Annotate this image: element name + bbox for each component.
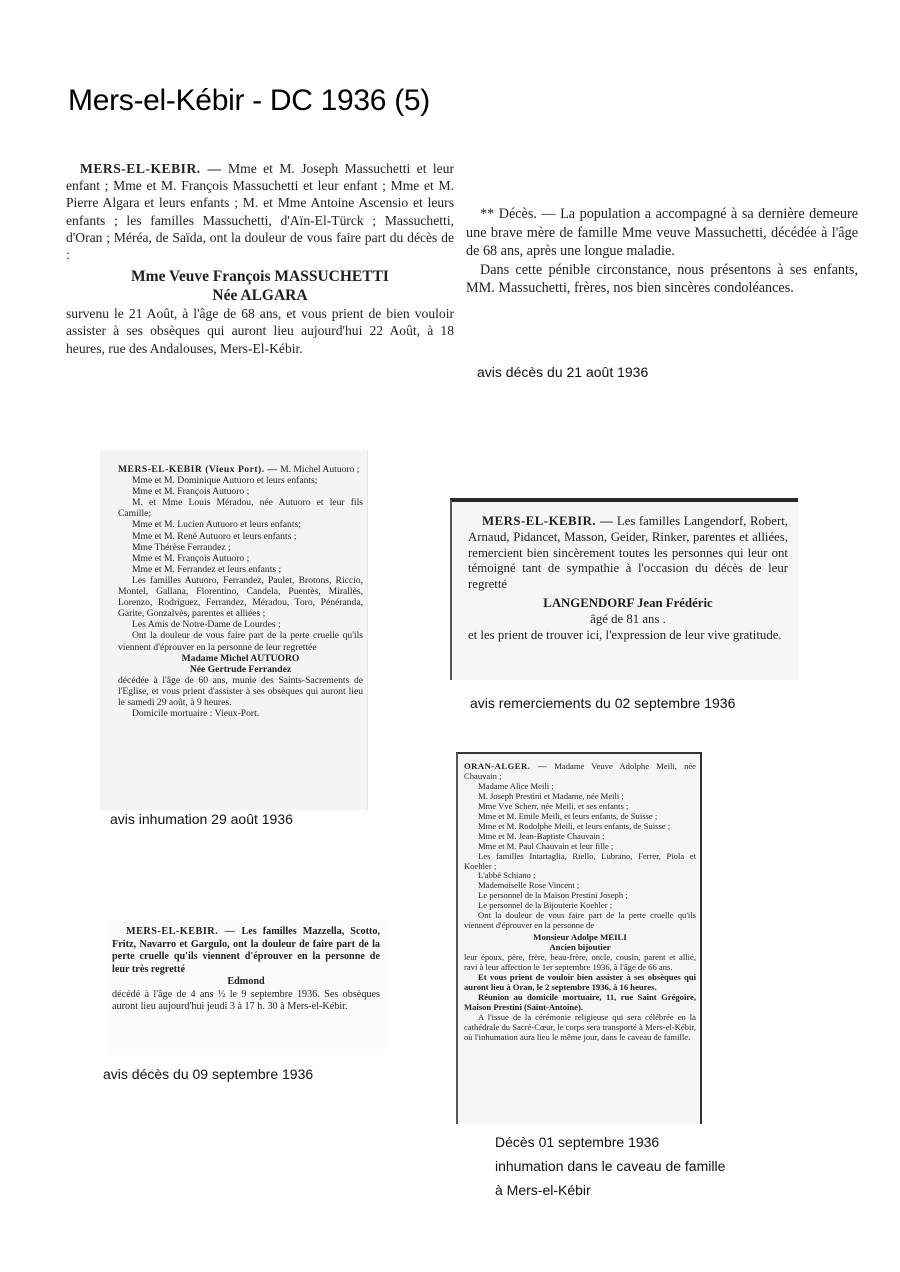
clipping-text: Et vous prient de vouloir bien assister à ses obsèques qui auront lieu à Oran, le 2 septembre 1936, à 16 heures.	[464, 972, 696, 992]
clipping-text: A l'issue de la cérémonie religieuse qui sera célébrée en la cathédrale du Sacré-Cœur, le corps sera transporté à Mers-el-Kébir, où l'inhumation aura lieu le même jour, dans le caveau de famille.	[464, 1011, 696, 1042]
clipping-line: M. et Mme Louis Méradou, née Autuoro et leur fils Camille;	[118, 497, 363, 520]
clipping-line: Le personnel de la Bijouterie Koehler ;	[478, 900, 613, 911]
deceased-name: Edmond	[227, 976, 265, 987]
clipping-massuchetti-deces	[466, 205, 858, 323]
clipping-body	[118, 464, 363, 475]
clipping-body	[468, 514, 788, 593]
clipping-text: décédé à l'âge de 4 ans ½ le 9 septembre 1936. Ses obsèques auront lieu aujourd'hui jeudi 3 à 17 h. 30 à Mers-el-Kébir.	[112, 988, 380, 1012]
clipping-line: Mme et M. Ferrandez et leurs enfants ;	[132, 563, 282, 575]
clipping-line: M. Michel Autuoro ;	[280, 464, 360, 475]
clipping-lead: ORAN-ALGER. —	[464, 761, 548, 771]
clipping-line: Madame Alice Meili ;	[478, 780, 554, 791]
deceased-title: Ancien bijoutier	[549, 942, 611, 953]
clipping-mazzella-deces	[108, 920, 386, 1050]
caption-line: à Mers-el-Kébir	[495, 1182, 591, 1198]
deceased-age: âgé de 81 ans .	[590, 611, 666, 626]
clipping-line: Mme et M. Lucien Autuoro et leurs enfants;	[132, 519, 301, 531]
clipping-line: Mme et M. René Autuoro et leurs enfants ;	[132, 530, 297, 542]
clipping-massuchetti-obituary	[66, 160, 454, 410]
clipping-text: Domicile mortuaire : Vieux-Port.	[132, 708, 260, 720]
clipping-text: leur époux, père, frère, beau-frère, oncle, cousin, parent et allié, ravi à leur affection le 1er septembre 1936, à l'âge de 66 ans.	[464, 952, 696, 973]
clipping-body	[66, 160, 454, 263]
clipping-text: survenu le 21 Août, à l'âge de 68 ans, et vous prient de bien vouloir assister à ses obsèques qui auront lieu aujourd'hui 22 Août, à 18 heures, rue des Andalouses, Mers-El-Kébir.	[66, 306, 454, 356]
clipping-line: Mme et M. Paul Chauvain et leur fille ;	[478, 840, 614, 851]
page-title: Mers-el-Kébir - DC 1936 (5)	[68, 84, 430, 117]
clipping-line: Mademoiselle Rose Vincent ;	[478, 880, 580, 891]
clipping-line: Mme et M. François Autuoro ;	[132, 552, 250, 564]
clipping-line: Mme et M. Dominique Autuoro et leurs enfants;	[132, 475, 318, 487]
clipping-text: Dans cette pénible circonstance, nous présentons à ses enfants, MM. Massuchetti, frères, nos bien sincères condoléances.	[466, 261, 858, 297]
clipping-line: Mme Thérèse Ferrandez ;	[132, 541, 231, 553]
clipping-line: L'abbé Schiano ;	[478, 870, 536, 881]
clipping-line: Mme Vve Scherr, née Meili, et ses enfants ;	[478, 800, 629, 811]
clipping-line: Ont la douleur de vous faire part de la perte cruelle qu'ils viennent d'éprouver en la personne de	[464, 910, 696, 931]
clipping-line: Mme et M. Jean-Baptiste Chauvain ;	[478, 830, 605, 841]
clipping-body	[112, 926, 380, 976]
caption-c1: avis décès du 21 août 1936	[477, 364, 649, 380]
caption-c3: avis remerciements du 02 septembre 1936	[470, 695, 736, 711]
deceased-name: Monsieur Adolpe MEILI	[533, 932, 627, 943]
clipping-line: Le personnel de la Maison Prestini Joseph ;	[478, 890, 628, 901]
clipping-text: Les familles Mazzella, Scotto, Fritz, Navarro et Gargulo, ont la douleur de faire part de la perte cruelle qu'ils viennent d'éprouver en la personne de leur très regretté	[112, 926, 381, 975]
clipping-autuoro-inhumation	[100, 450, 368, 810]
clipping-line: Mme et M. François Autuoro ;	[132, 486, 250, 498]
clipping-lead: MERS-EL-KEBIR. —	[126, 926, 236, 937]
clipping-text: et les prient de trouver ici, l'expression de leur vive gratitude.	[468, 627, 782, 642]
caption-c2: avis inhumation 29 août 1936	[110, 811, 293, 827]
deceased-maiden-name: Née Gertrude Ferrandez	[189, 663, 292, 675]
clipping-lead: MERS-EL-KEBIR. —	[80, 161, 222, 176]
clipping-line: Les Amis de Notre-Dame de Lourdes ;	[132, 619, 281, 631]
caption-c4: avis décès du 09 septembre 1936	[103, 1066, 314, 1082]
deceased-name: Mme Veuve François MASSUCHETTI	[131, 268, 389, 286]
deceased-maiden-name: Née ALGARA	[212, 287, 308, 305]
deceased-name: Madame Michel AUTUORO	[181, 652, 300, 664]
clipping-text: Les familles Langendorf, Robert, Arnaud, Pidancet, Masson, Geider, Rinker, parentes et alliées, remercient bien sincèrement toutes les personnes qui leur ont témoigné tant de sympathie à l'occasion du décès de leur regretté	[468, 514, 788, 592]
clipping-text: ** Décès. — La population a accompagné à sa dernière demeure une brave mère de famille Mme veuve Massuchetti, décédée à l'âge de 68 ans, après une longue maladie.	[466, 206, 858, 260]
clipping-line: Mme et M. Emile Meili, et leurs enfants, de Suisse ;	[478, 810, 658, 821]
clipping-line: Les familles Autuoro, Ferrandez, Paulet, Brotons, Riccio, Montel, Gallana, Florentino, Candela, Puentès, Mirallès, Lorenzo, Rodriguez, Ferrandez, Méradou, Toro, Pénéranda, Garite, Gonzalvès, parentes et alliées ;	[118, 574, 363, 620]
caption-line: inhumation dans le caveau de famille	[495, 1158, 726, 1174]
clipping-text: décédée à l'âge de 60 ans, munie des Saints-Sacrements de l'Eglise, et vous prient d'assister à ses obsèques qui auront lieu le samedi 29 août, à 9 heures.	[118, 674, 363, 708]
clipping-line: Madame Veuve Adolphe Meili, née Chauvain ;	[464, 761, 696, 781]
caption-line: Décès 01 septembre 1936	[495, 1134, 660, 1150]
clipping-text: Réunion au domicile mortuaire, 11, rue Saint Grégoire, Maison Prestini (Saint-Antoine).	[464, 991, 696, 1012]
clipping-lead: MERS-EL-KEBIR. —	[482, 514, 614, 528]
clipping-body	[464, 762, 696, 782]
clipping-line: M. Joseph Prestini et Madame, née Meili ;	[478, 790, 624, 801]
clipping-meili-deces	[456, 752, 702, 1124]
clipping-text: Mme et M. Joseph Massuchetti et leur enfant ; Mme et M. François Massuchetti et leur enfant ; Mme et M. Pierre Algara et leurs enfants ; M. et Mme Antoine Ascensio et leurs enfants ; les familles Massuchetti, d'Aïn-El-Türck ; Massuchetti, d'Oran ; Méréa, de Saïda, ont la douleur de vous faire part du décès de :	[66, 161, 454, 263]
clipping-line: Les familles Intartaglia, Riello, Lubrano, Ferrer, Piola et Koehler ;	[464, 850, 696, 871]
caption-c5	[495, 1130, 725, 1202]
deceased-name: LANGENDORF Jean Frédéric	[543, 595, 713, 610]
clipping-line: Mme et M. Rodolphe Meili, et leurs enfants, de Suisse ;	[478, 820, 671, 831]
clipping-lead: MERS-EL-KEBIR (Vieux Port). —	[118, 464, 278, 475]
clipping-langendorf-remerciements	[450, 498, 798, 680]
clipping-line: Ont la douleur de vous faire part de la perte cruelle qu'ils viennent d'éprouver en la personne de leur regrettée	[118, 630, 363, 653]
